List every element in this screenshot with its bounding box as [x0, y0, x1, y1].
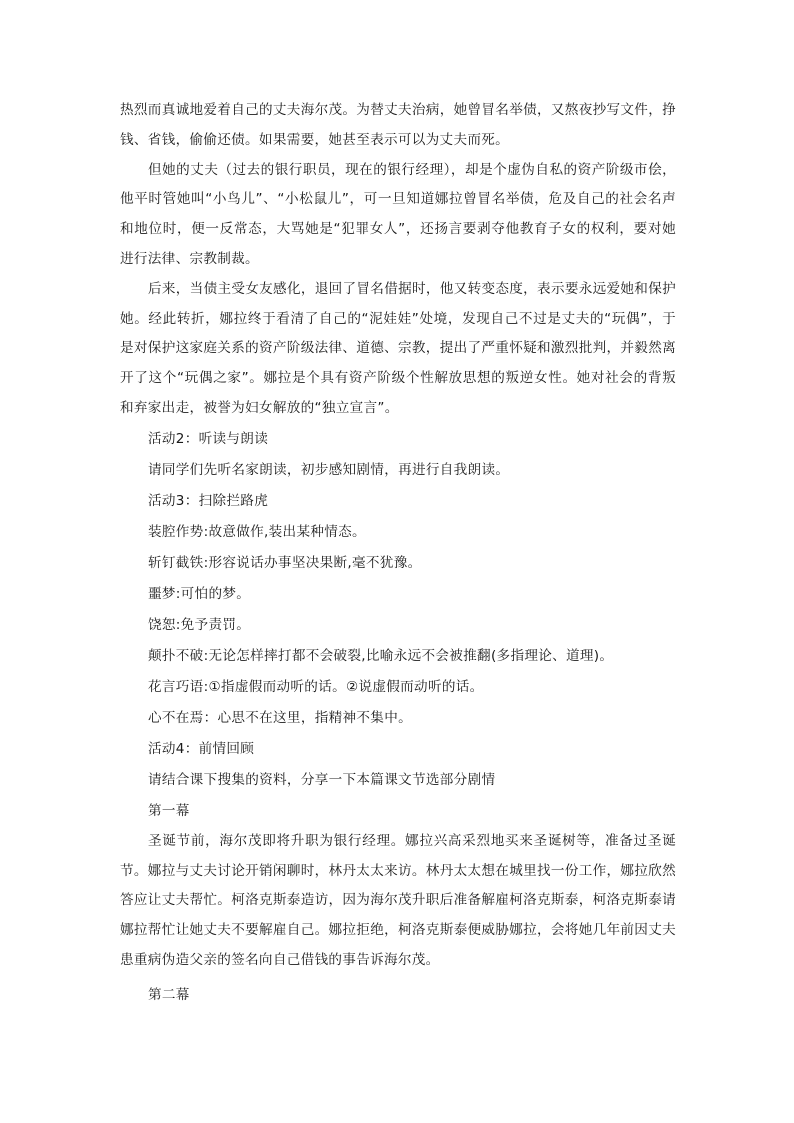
vocab-item: 斩钉截铁:形容说话办事坚决果断,毫不犹豫。 — [148, 554, 422, 571]
vocab-item: 饶恕:免予责罚。 — [148, 616, 251, 633]
activity2-text: 请同学们先听名家朗读，初步感知剧情，再进行自我朗读。 — [148, 461, 510, 478]
paragraph-turning-point: 后来，当债主受女友感化，退回了冒名借据时，他又转变态度，表示要永远爱她和保护她。经此转折，娜拉终于看清了自己的“泥娃娃”处境，发现自己不过是丈夫的“玩偶”，于是对保护这家庭关系的资产阶级法律、道德、宗教，提出了严重怀疑和激烈批判，并毅然离开了这个“玩偶之家”。娜拉是个具有资产阶级个性解放思想的叛逆女性。她对社会的背叛和弃家出走，被誉为妇女解放的“独立宣言”。 — [120, 280, 676, 416]
document-page — [120, 96, 676, 1011]
vocab-item: 噩梦:可怕的梦。 — [148, 585, 251, 602]
vocab-item: 装腔作势:故意做作,装出某种情态。 — [148, 523, 366, 540]
activity4-text: 请结合课下搜集的资料，分享一下本篇课文节选部分剧情 — [148, 771, 496, 788]
vocab-item: 颠扑不破:无论怎样摔打都不会破裂,比喻永远不会被推翻(多指理论、道理)。 — [148, 647, 614, 664]
paragraph-nora-love: 热烈而真诚地爱着自己的丈夫海尔茂。为替丈夫治病，她曾冒名举债，又熬夜抄写文件，挣钱、省钱，偷偷还债。如果需要，她甚至表示可以为丈夫而死。 — [120, 102, 676, 148]
vocab-item: 花言巧语:①指虚假而动听的话。②说虚假而动听的话。 — [148, 678, 484, 695]
activity4-heading: 活动4：前情回顾 — [148, 740, 255, 757]
paragraph-husband: 但她的丈夫（过去的银行职员，现在的银行经理），却是个虚伪自私的资产阶级市侩，他平时管她叫“小鸟儿”、“小松鼠儿”，可一旦知道娜拉曾冒名举债，危及自己的社会名声和地位时，便一反常态，大骂她是“犯罪女人”，还扬言要剥夺他教育子女的权利，要对她进行法律、宗教制裁。 — [120, 161, 676, 267]
act1-title: 第一幕 — [148, 802, 190, 819]
act1-summary: 圣诞节前，海尔茂即将升职为银行经理。娜拉兴高采烈地买来圣诞树等，准备过圣诞节。娜拉与丈夫讨论开销闲聊时，林丹太太来访。林丹太太想在城里找一份工作，娜拉欣然答应让丈夫帮忙。柯洛克斯泰造访，因为海尔茂升职后准备解雇柯洛克斯泰，柯洛克斯泰请娜拉帮忙让她丈夫不要解雇自己。娜拉拒绝，柯洛克斯泰便威胁娜拉，会将她几年前因丈夫患重病伪造父亲的签名向自己借钱的事告诉海尔茂。 — [120, 832, 676, 968]
act2-title: 第二幕 — [148, 986, 190, 1003]
vocab-item: 心不在焉：心思不在这里，指精神不集中。 — [148, 709, 412, 726]
activity2-heading: 活动2：听读与朗读 — [148, 430, 269, 447]
activity3-heading: 活动3：扫除拦路虎 — [148, 492, 269, 509]
